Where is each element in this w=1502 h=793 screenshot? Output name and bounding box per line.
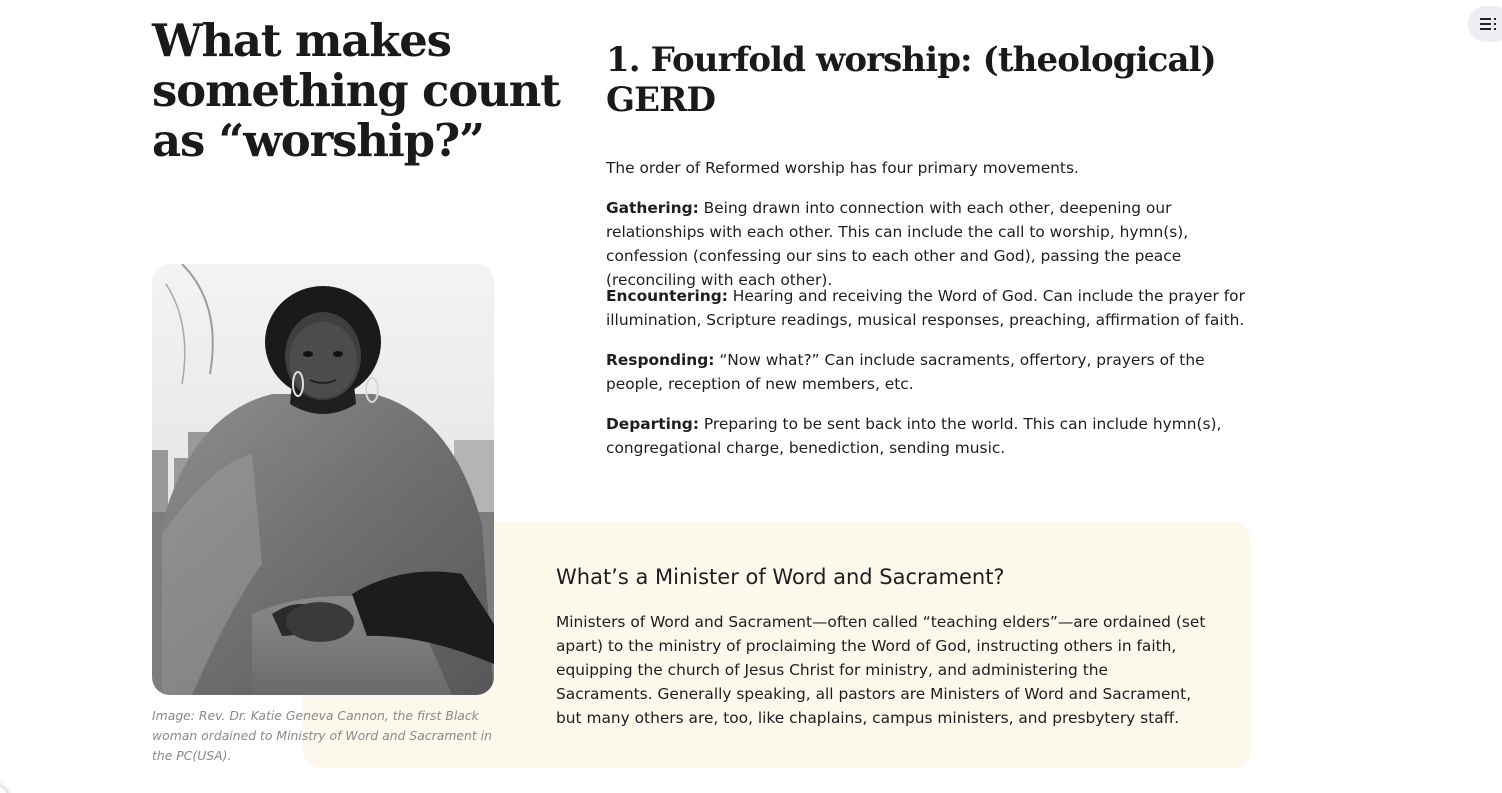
movement-encountering (606, 284, 1256, 332)
movement-text: Being drawn into connection with each other, deepening our relationships with each other. This can include the call to worship, hymn(s), confession (confessing our sins to each other and God), passing the peace (reconciling with each other). (606, 199, 1189, 289)
movement-term: Encountering: (606, 287, 728, 305)
callout-title: What’s a Minister of Word and Sacrament? (556, 565, 1005, 589)
movement-text: Preparing to be sent back into the world. This can include hymn(s), congregational charge, benediction, sending music. (606, 415, 1222, 457)
page-title: What makes something count as “worship?” (152, 14, 560, 167)
movement-responding (606, 348, 1256, 396)
corner-shadow (0, 785, 8, 793)
movement-gathering (606, 196, 1256, 292)
table-of-contents-button[interactable] (1468, 6, 1502, 42)
movement-term: Responding: (606, 351, 715, 369)
article-section (606, 40, 1256, 457)
movement-term: Gathering: (606, 199, 699, 217)
movement-departing (606, 412, 1256, 460)
photo-caption: Image: Rev. Dr. Katie Geneva Cannon, the first Black woman ordained to Ministry of Word and Sacrament in the PC(USA). (152, 708, 492, 763)
intro-paragraph: The order of Reformed worship has four primary movements. (606, 159, 1079, 177)
table-of-contents-icon (1480, 16, 1498, 32)
movement-text: “Now what?” Can include sacraments, offertory, prayers of the people, reception of new members, etc. (606, 351, 1205, 393)
portrait-illustration (152, 264, 494, 695)
section-heading: 1. Fourfold worship: (theological) GERD (606, 40, 1216, 120)
movement-text: Hearing and receiving the Word of God. Can include the prayer for illumination, Scripture readings, musical responses, preaching, affirmation of faith. (606, 287, 1245, 329)
callout-body: Ministers of Word and Sacrament—often called “teaching elders”—are ordained (set apart) to the ministry of proclaiming the Word of God, instructing others in faith, equipping the church of Jesus Christ for ministry, and administering the Sacraments. Generally speaking, all pastors are Ministers of Word and Sacrament, but many others are, too, like chaplains, campus ministers, and presbytery staff. (556, 613, 1206, 727)
movement-term: Departing: (606, 415, 699, 433)
portrait-photo (152, 264, 494, 695)
